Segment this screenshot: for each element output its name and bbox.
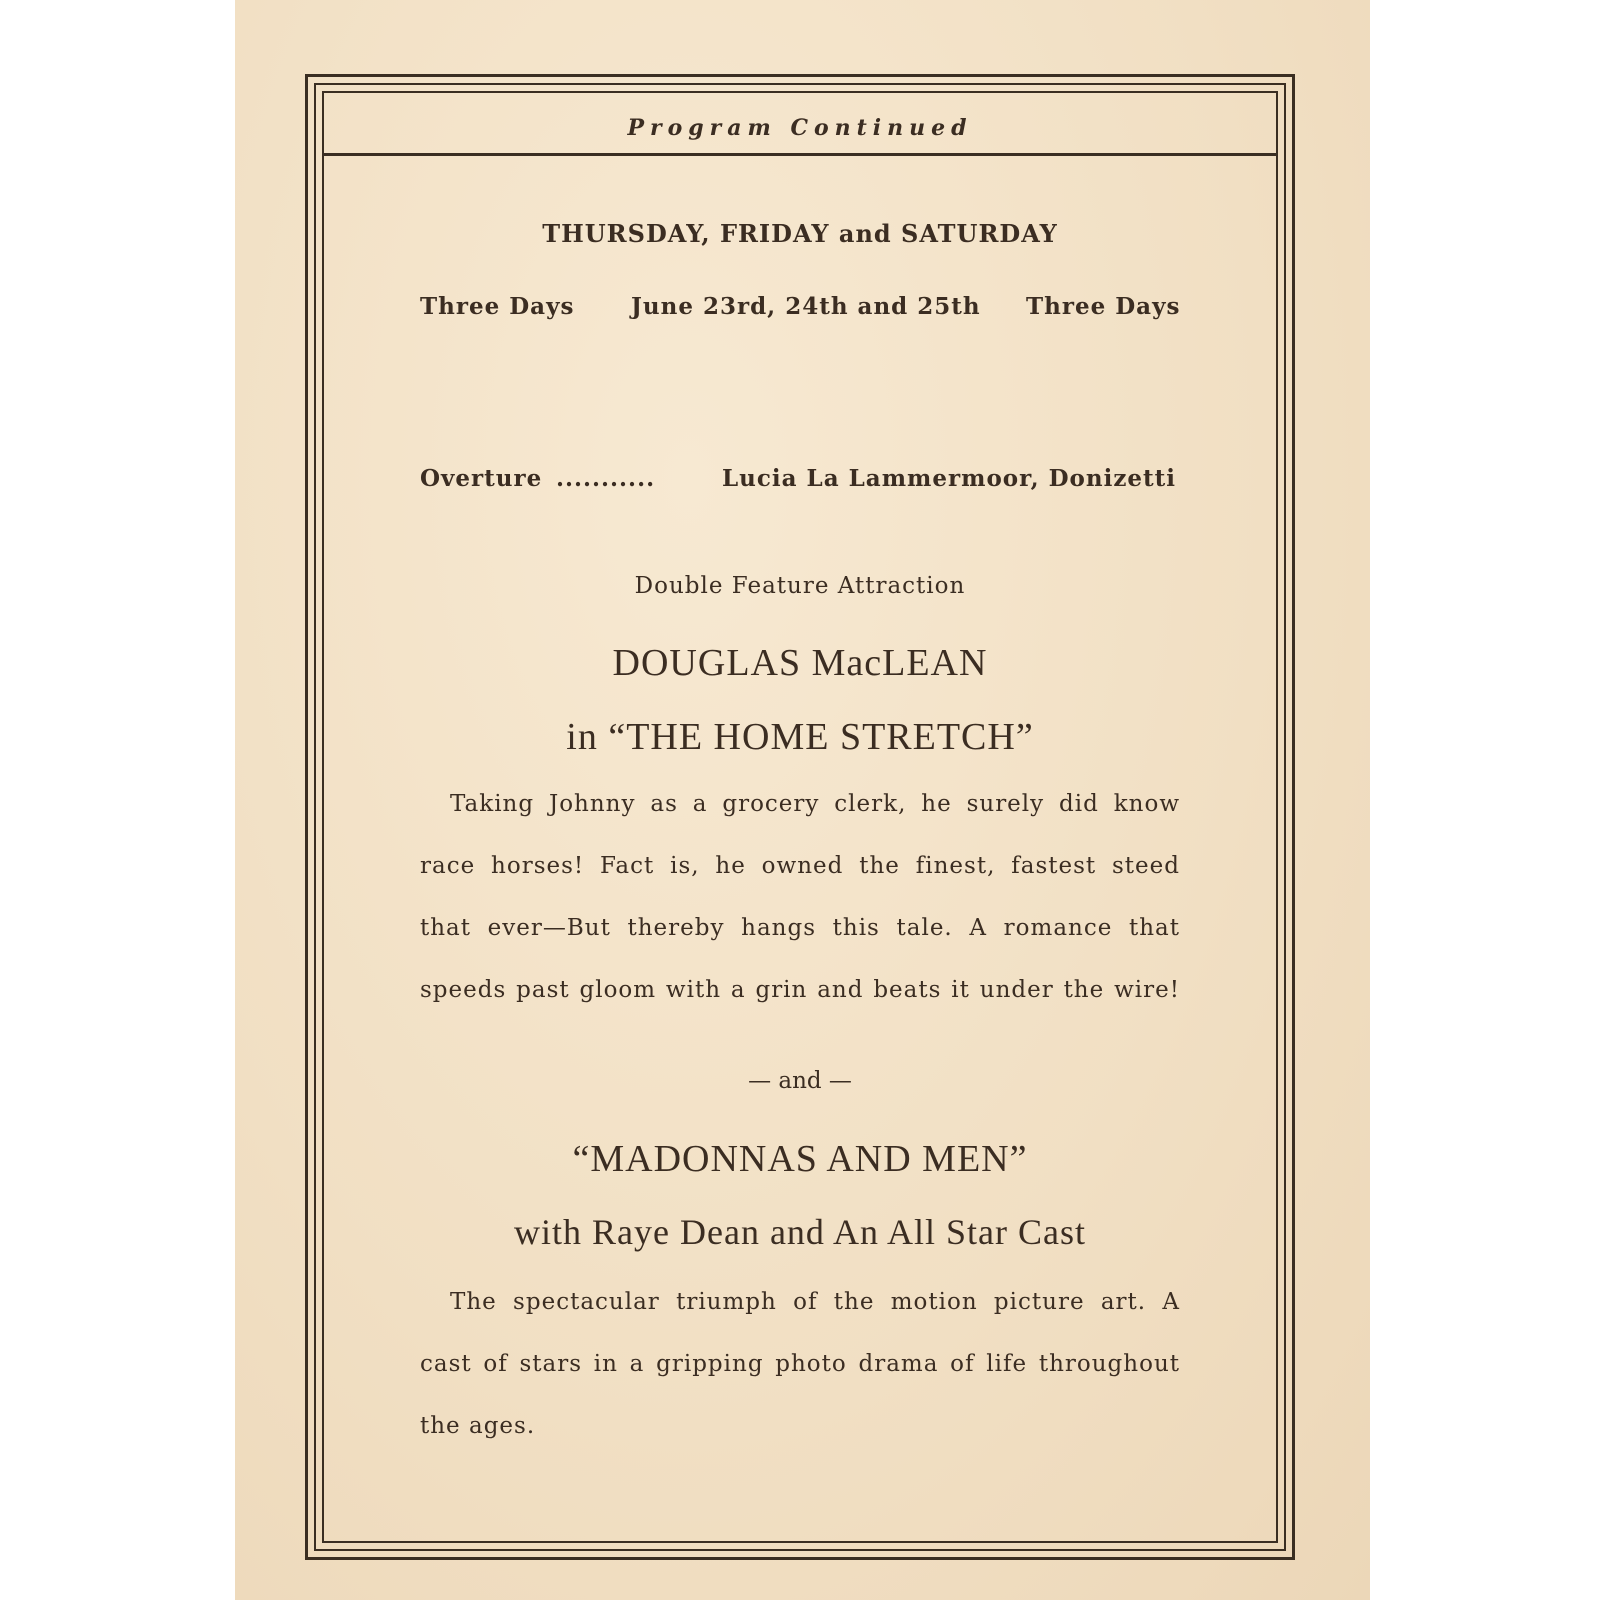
feature-one-star: DOUGLAS MacLEAN (612, 642, 988, 684)
page-border-innermost (322, 91, 1278, 1543)
three-days-right: Three Days (1026, 293, 1181, 320)
feature-two-line: The spectacular triumph of the motion picture art. A (450, 1289, 1180, 1315)
feature-one-line: speeds past gloom with a grin and beats it under the wire! (420, 977, 1180, 1003)
feature-two-line: the ages. (420, 1413, 536, 1439)
dates-line: June 23rd, 24th and 25th (631, 293, 981, 320)
page-border-inner (314, 83, 1286, 1551)
program-page (235, 0, 1370, 1600)
feature-one-line: that ever—But thereby hangs this tale. A romance that (420, 915, 1180, 941)
overture-label: Overture (420, 465, 543, 492)
feature-one-line: Taking Johnny as a grocery clerk, he surely did know (450, 791, 1180, 817)
and-separator: — and — (748, 1068, 852, 1094)
feature-one-title: in “THE HOME STRETCH” (566, 716, 1034, 758)
page-border (305, 74, 1295, 1560)
feature-two-title: “MADONNAS AND MEN” (572, 1138, 1028, 1180)
feature-two-line: cast of stars in a gripping photo drama of life throughout (420, 1351, 1180, 1377)
header-title: Program Continued (627, 115, 973, 141)
program-content (324, 93, 1276, 1541)
days-heading: THURSDAY, FRIDAY and SATURDAY (542, 219, 1058, 248)
overture-leader: ........... (556, 465, 656, 492)
overture-piece: Lucia La Lammermoor, Donizetti (722, 465, 1177, 492)
feature-tagline: Double Feature Attraction (634, 573, 966, 599)
feature-two-cast: with Raye Dean and An All Star Cast (514, 1212, 1086, 1252)
feature-one-line: race horses! Fact is, he owned the finest, fastest steed (420, 853, 1180, 879)
three-days-left: Three Days (420, 293, 575, 320)
